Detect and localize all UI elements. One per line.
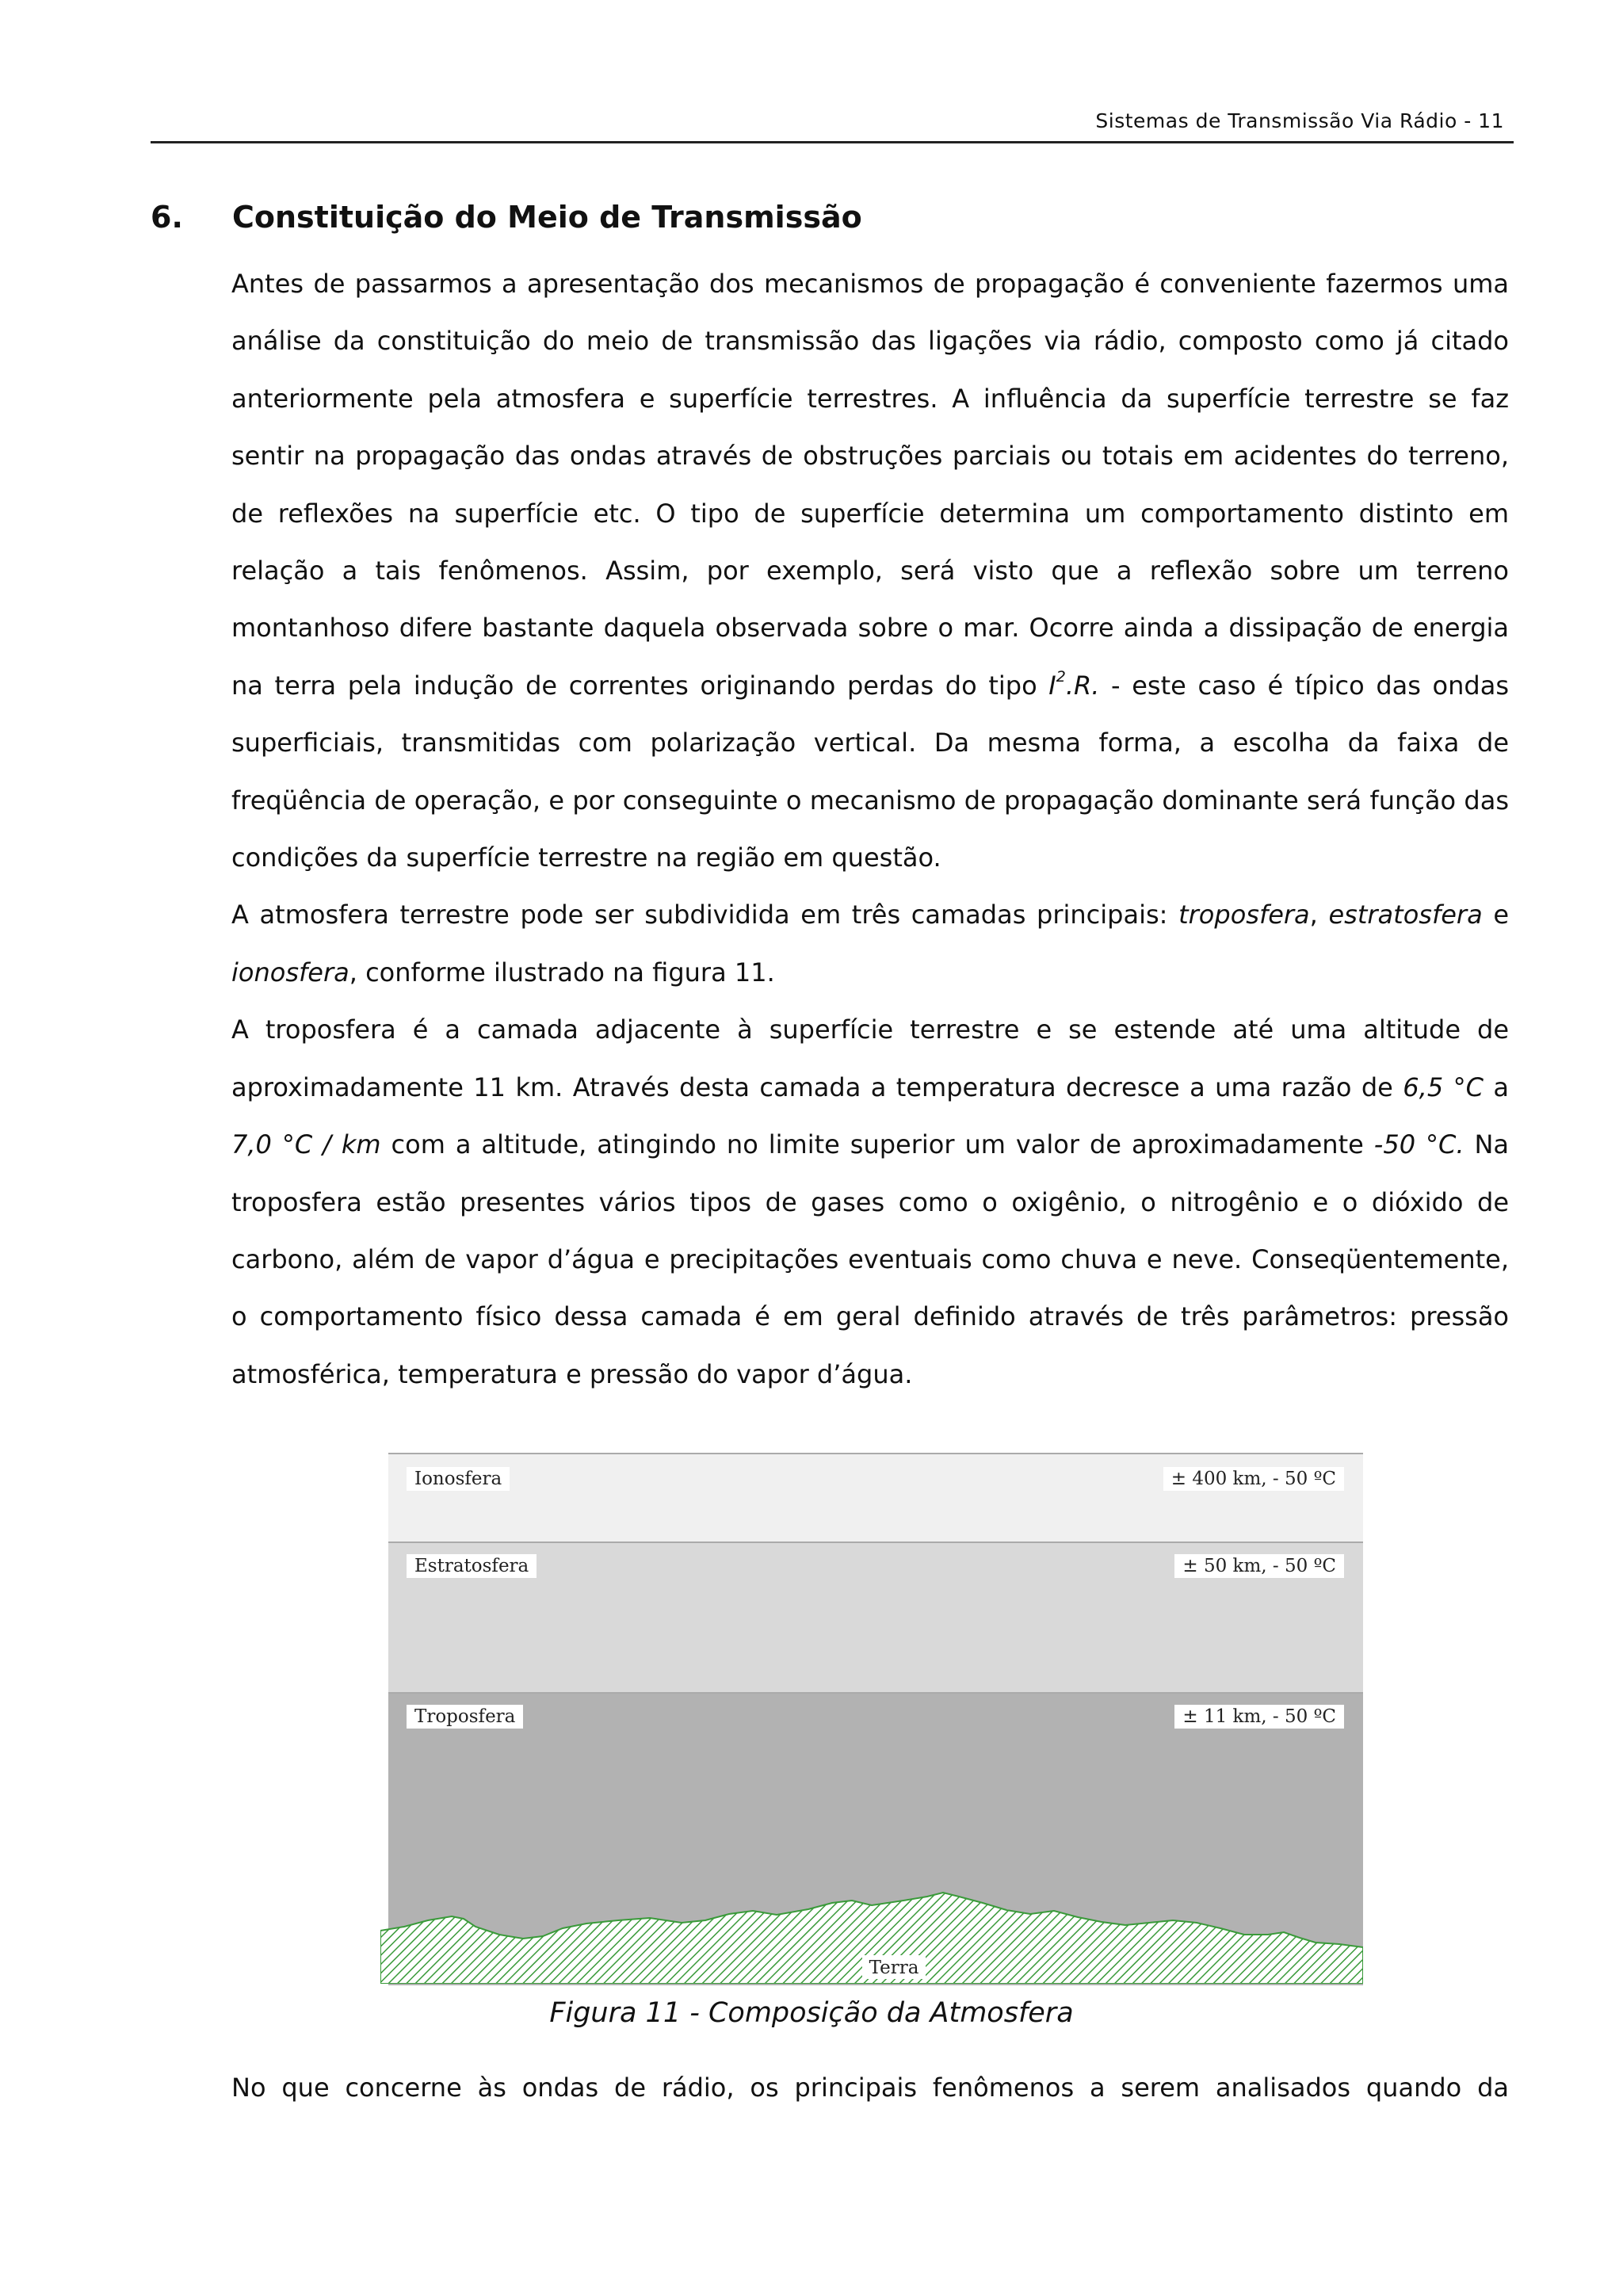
paragraph-3-part-a: A troposfera é a camada adjacente à superfície terrestre e se estende até uma altitude de aproximadamente 11 km. Através desta camada a temperatura decresce a uma razão de: [231, 1014, 1509, 1102]
paragraph-2: [231, 886, 1509, 1001]
conjunction: e: [1482, 900, 1510, 930]
paragraph-2-part-b: , conforme ilustrado na figura 11.: [349, 957, 775, 988]
paragraph-1-part-b: - este caso é típico das ondas superficiais, transmitidas com polarização vertical. Da mesma forma, a escolha da faixa de freqüência de operação, e por conseguinte o mecanismo de propagação dominante será função das condições da superfície terrestre na região em questão.: [231, 670, 1510, 873]
formula: [1048, 667, 1100, 701]
body-text: [231, 255, 1509, 1403]
rate-lower: 6,5 °C: [1403, 1072, 1484, 1102]
page-header: [151, 109, 1514, 143]
term-troposfera: troposfera: [1178, 900, 1310, 930]
rate-connector: a: [1483, 1072, 1510, 1102]
figure-caption: Figura 11 - Composição da Atmosfera: [549, 1997, 1074, 2029]
formula-base: I: [1048, 670, 1056, 701]
layer-label-troposfera: Troposfera: [407, 1705, 523, 1729]
layer-label-estratosfera: Estratosfera: [407, 1554, 537, 1578]
formula-exponent: 2: [1056, 667, 1066, 686]
term-ionosfera: ionosfera: [231, 957, 349, 988]
section-title-text: Constituição do Meio de Transmissão: [232, 200, 862, 235]
terrain-graphic: [380, 1453, 1363, 1984]
paragraph-3: [231, 1001, 1509, 1403]
rate-upper: 7,0 °C / km: [231, 1129, 381, 1160]
layer-label-ionosfera: Ionosfera: [407, 1467, 510, 1491]
paragraph-4: No que concerne às ondas de rádio, os principais fenômenos a serem analisados quando da: [231, 2073, 1509, 2103]
section-title: [151, 200, 862, 235]
layer-info-troposfera: ± 11 km, - 50 ºC: [1174, 1705, 1344, 1729]
ground-label: Terra: [869, 1958, 919, 1978]
term-estratosfera: estratosfera: [1328, 900, 1483, 930]
paragraph-3-part-c: Na troposfera estão presentes vários tipos de gases como o oxigênio, o nitrogênio e o dióxido de carbono, além de vapor d’água e precipitações eventuais como chuva e neve. Conseqüentemente, o comportamento físico dessa camada é em geral definido através de três parâmetros: pressão atmosférica, temperatura e pressão do vapor d’água.: [231, 1129, 1510, 1389]
paragraph-2-part-a: A atmosfera terrestre pode ser subdividida em três camadas principais:: [231, 900, 1179, 930]
layer-info-ionosfera: ± 400 km, - 50 ºC: [1163, 1467, 1344, 1491]
paragraph-1-part-a: Antes de passarmos a apresentação dos mecanismos de propagação é conveniente fazermos uma análise da constituição do meio de transmissão das ligações via rádio, composto como já citado anteriormente pela atmosfera e superfície terrestres. A influência da superfície terrestre se faz sentir na propagação das ondas através de obstruções parciais ou totais em acidentes do terreno, de reflexões na superfície etc. O tipo de superfície determina um comportamento distinto em relação a tais fenômenos. Assim, por exemplo, será visto que a reflexão sobre um terreno montanhoso difere bastante daquela observada sobre o mar. Ocorre ainda a dissipação de energia na terra pela indução de correntes originando perdas do tipo: [231, 269, 1509, 701]
running-title: Sistemas de Transmissão Via Rádio - 11: [1095, 109, 1504, 132]
paragraph-1: [231, 255, 1509, 886]
formula-rest: .R.: [1065, 670, 1100, 701]
separator: ,: [1309, 900, 1329, 930]
paragraph-3-part-b: com a altitude, atingindo no limite superior um valor de aproximadamente: [380, 1129, 1374, 1160]
section-number: 6.: [151, 200, 183, 235]
temperature-value: -50 °C.: [1373, 1129, 1465, 1160]
atmosphere-figure: [380, 1453, 1363, 1984]
layer-info-estratosfera: ± 50 km, - 50 ºC: [1174, 1554, 1344, 1578]
